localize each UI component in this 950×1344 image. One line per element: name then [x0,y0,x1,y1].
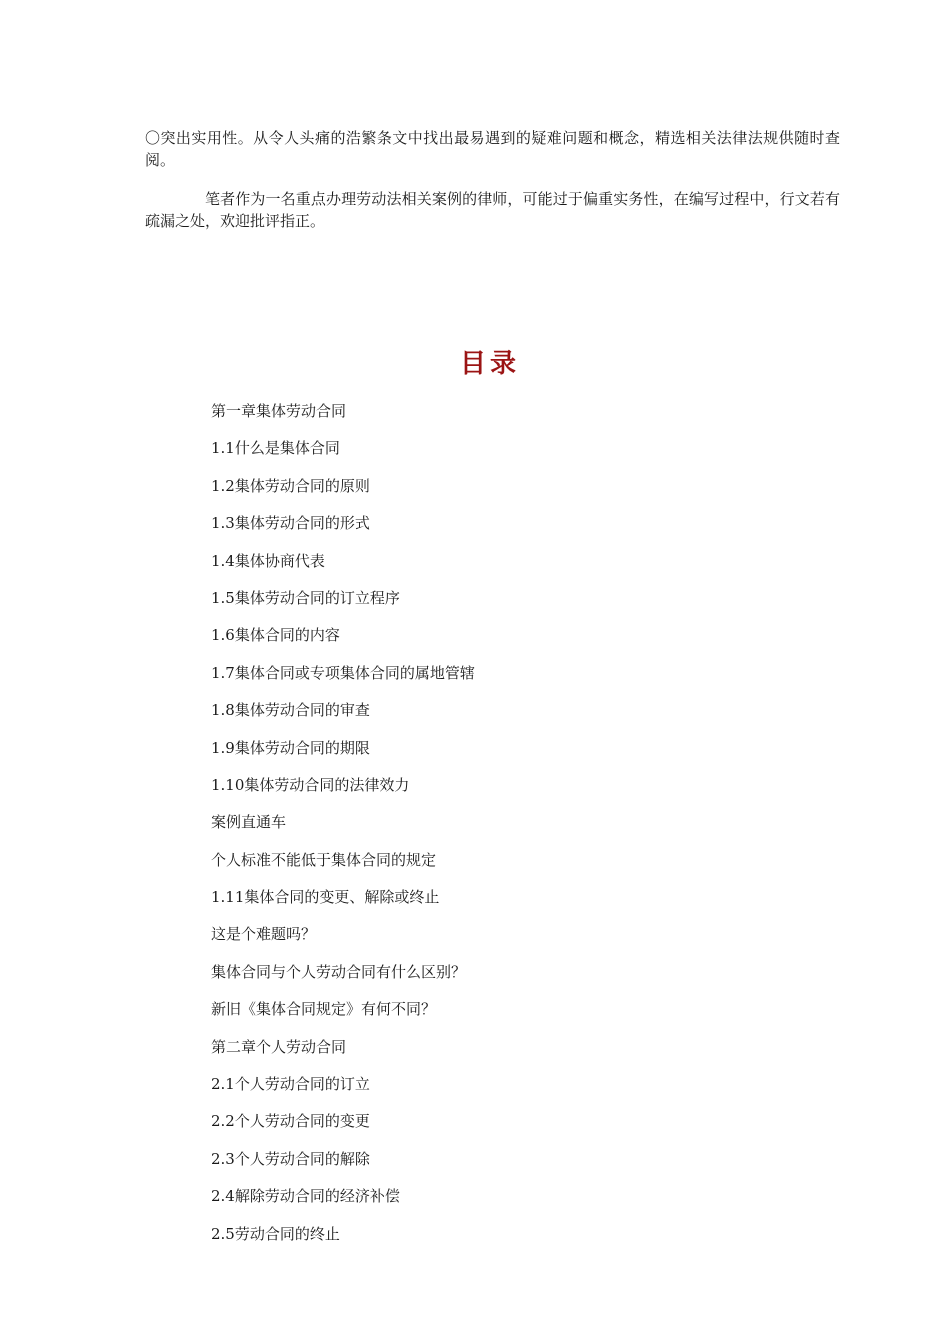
intro-paragraph-2: 笔者作为一名重点办理劳动法相关案例的律师，可能过于偏重实务性，在编写过程中，行文若有疏漏之处，欢迎批评指正。 [145,190,840,230]
toc-item: 2.1个人劳动合同的订立 [211,1075,370,1094]
toc-item: 1.9集体劳动合同的期限 [211,738,370,757]
toc-item: 案例直通车 [211,813,287,832]
toc-item: 1.8集体劳动合同的审查 [211,701,370,720]
toc-item: 1.4集体协商代表 [211,551,325,570]
toc-item: 1.11集体合同的变更、解除或终止 [211,888,440,907]
toc-item: 2.2个人劳动合同的变更 [211,1112,370,1131]
toc-item: 1.3集体劳动合同的形式 [211,514,370,533]
toc-item-chapter-2: 第二章个人劳动合同 [211,1037,347,1056]
toc-item: 1.1什么是集体合同 [211,439,340,458]
toc-item: 1.5集体劳动合同的订立程序 [211,588,400,607]
toc-item: 2.5劳动合同的终止 [211,1224,340,1243]
toc-item-chapter-1: 第一章集体劳动合同 [211,402,347,420]
toc-item: 1.6集体合同的内容 [211,626,340,645]
toc-item: 个人标准不能低于集体合同的规定 [211,850,437,869]
toc-item: 1.2集体劳动合同的原则 [211,476,370,495]
intro-paragraph-1: 〇突出实用性。从令人头痛的浩繁条文中找出最易遇到的疑难问题和概念，精选相关法律法规供随时查阅。 [145,129,840,169]
toc-item: 1.7集体合同或专项集体合同的属地管辖 [211,663,475,682]
toc-item: 集体合同与个人劳动合同有什么区别？ [211,962,467,981]
toc-title: 目录 [459,349,520,379]
toc-item: 1.10集体劳动合同的法律效力 [211,775,410,794]
toc-item: 这是个难题吗？ [211,925,317,944]
toc-item: 新旧《集体合同规定》有何不同？ [211,1000,437,1019]
toc-list [211,400,475,1260]
toc-item: 2.4解除劳动合同的经济补偿 [211,1187,400,1206]
toc-item: 2.3个人劳动合同的解除 [211,1149,370,1168]
